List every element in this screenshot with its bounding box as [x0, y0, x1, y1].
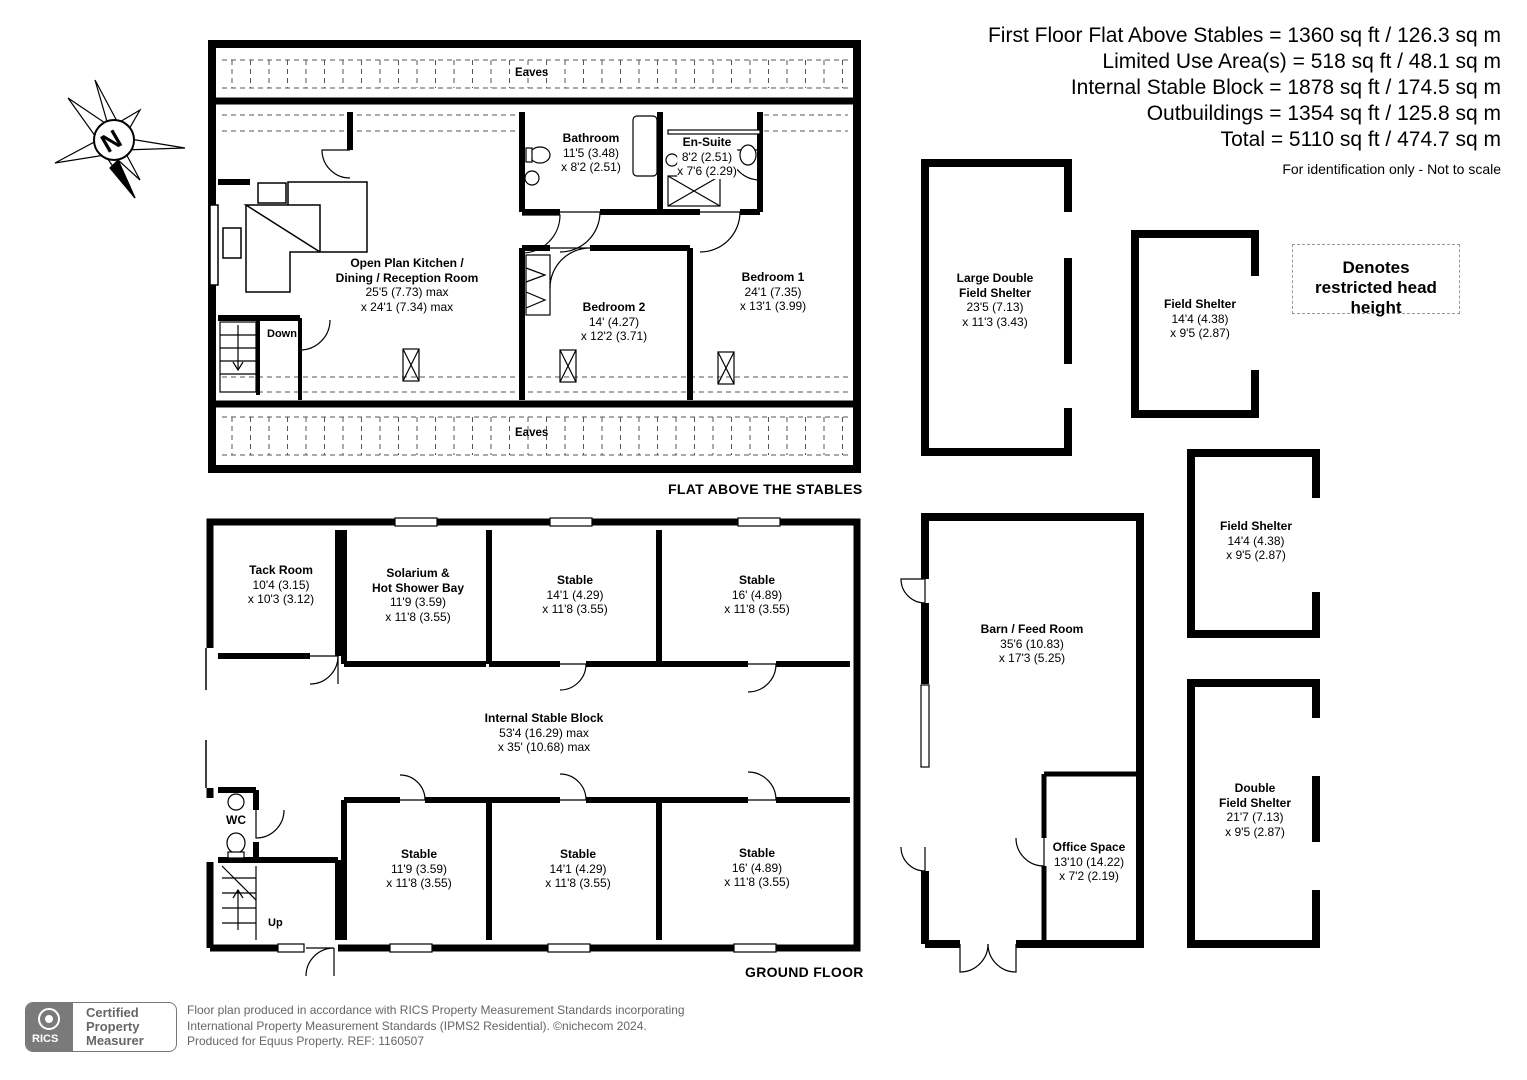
room-double-field-shelter: Double Field Shelter 21'7 (7.13) x 9'5 (2.87) [1218, 781, 1292, 839]
eaves-label-bottom: Eaves [515, 427, 549, 439]
area-line-total: Total = 5110 sq ft / 474.7 sq m [1220, 128, 1501, 151]
window-kitchen [210, 205, 218, 285]
room-ensuite: En-Suite 8'2 (2.51) x 7'6 (2.29) [677, 135, 737, 178]
scale-note: For identification only - Not to scale [1282, 161, 1501, 177]
floor-title-ground: GROUND FLOOR [745, 964, 864, 980]
restricted-height-legend-text: Denotes restricted head height [1315, 258, 1437, 317]
area-line-outbuildings: Outbuildings = 1354 sq ft / 125.8 sq m [1146, 102, 1501, 125]
room-bathroom: Bathroom 11'5 (3.48) x 8'2 (2.51) [561, 131, 621, 174]
ground-doors [256, 656, 776, 976]
stairs-up [222, 866, 256, 940]
rics-wordmark: RICS [32, 1033, 59, 1045]
stairs-down [220, 322, 256, 392]
room-stable-bottom-1: Stable 11'9 (3.59) x 11'8 (3.55) [386, 847, 452, 890]
room-internal-stable-block: Internal Stable Block 53'4 (16.29) max x 35' (10.68) max [484, 711, 604, 754]
room-bedroom-2: Bedroom 2 14' (4.27) x 12'2 (3.71) [580, 300, 648, 343]
room-barn-feed-room: Barn / Feed Room 35'6 (10.83) x 17'3 (5.25) [980, 622, 1084, 665]
wc-label: WC [226, 813, 246, 827]
wardrobe [526, 255, 550, 315]
rics-emblem-icon [26, 1003, 73, 1033]
certified-measurer-text: Certified Property Measurer [86, 1005, 144, 1048]
room-stable-top-2: Stable 16' (4.89) x 11'8 (3.55) [724, 573, 790, 616]
room-large-double-field-shelter: Large Double Field Shelter 23'5 (7.13) x 11'3 (3.43) [956, 271, 1034, 329]
room-office-space: Office Space 13'10 (14.22) x 7'2 (2.19) [1052, 840, 1126, 883]
room-stable-bottom-3: Stable 16' (4.89) x 11'8 (3.55) [724, 846, 790, 889]
room-bedroom-1: Bedroom 1 24'1 (7.35) x 13'1 (3.99) [739, 270, 807, 313]
roof-windows [403, 349, 734, 384]
stairs-up-label: Up [268, 917, 283, 929]
floor-title-first: FLAT ABOVE THE STABLES [668, 481, 863, 497]
room-solarium: Solarium & Hot Shower Bay 11'9 (3.59) x 11'8 (3.55) [371, 566, 465, 624]
stairs-down-label: Down [267, 328, 297, 340]
footer-text: Floor plan produced in accordance with RICS Property Measurement Standards incorporating International Property Measurement Standards (IPMS2 Residential). ©nichecom 2024. Produced for Equus Property. REF: 1160507 [187, 1003, 685, 1048]
compass-north-label: N [95, 123, 127, 159]
room-kitchen: Open Plan Kitchen / Dining / Reception Room 25'5 (7.73) max x 24'1 (7.34) max [335, 256, 479, 314]
room-field-shelter-2: Field Shelter 14'4 (4.38) x 9'5 (2.87) [1219, 519, 1293, 562]
room-field-shelter-1: Field Shelter 14'4 (4.38) x 9'5 (2.87) [1163, 297, 1237, 340]
area-line-first-floor: First Floor Flat Above Stables = 1360 sq ft / 126.3 sq m [987, 24, 1501, 47]
room-stable-bottom-2: Stable 14'1 (4.29) x 11'8 (3.55) [545, 847, 611, 890]
first-floor-outline [212, 44, 857, 469]
eaves-label-top: Eaves [515, 67, 549, 79]
area-line-limited-use: Limited Use Area(s) = 518 sq ft / 48.1 sq m [1102, 50, 1501, 73]
eaves-hatch-top [222, 60, 848, 455]
room-tack: Tack Room 10'4 (3.15) x 10'3 (3.12) [247, 563, 315, 606]
room-stable-top-1: Stable 14'1 (4.29) x 11'8 (3.55) [542, 573, 608, 616]
area-line-stable-block: Internal Stable Block = 1878 sq ft / 174.5 sq m [1070, 76, 1501, 99]
